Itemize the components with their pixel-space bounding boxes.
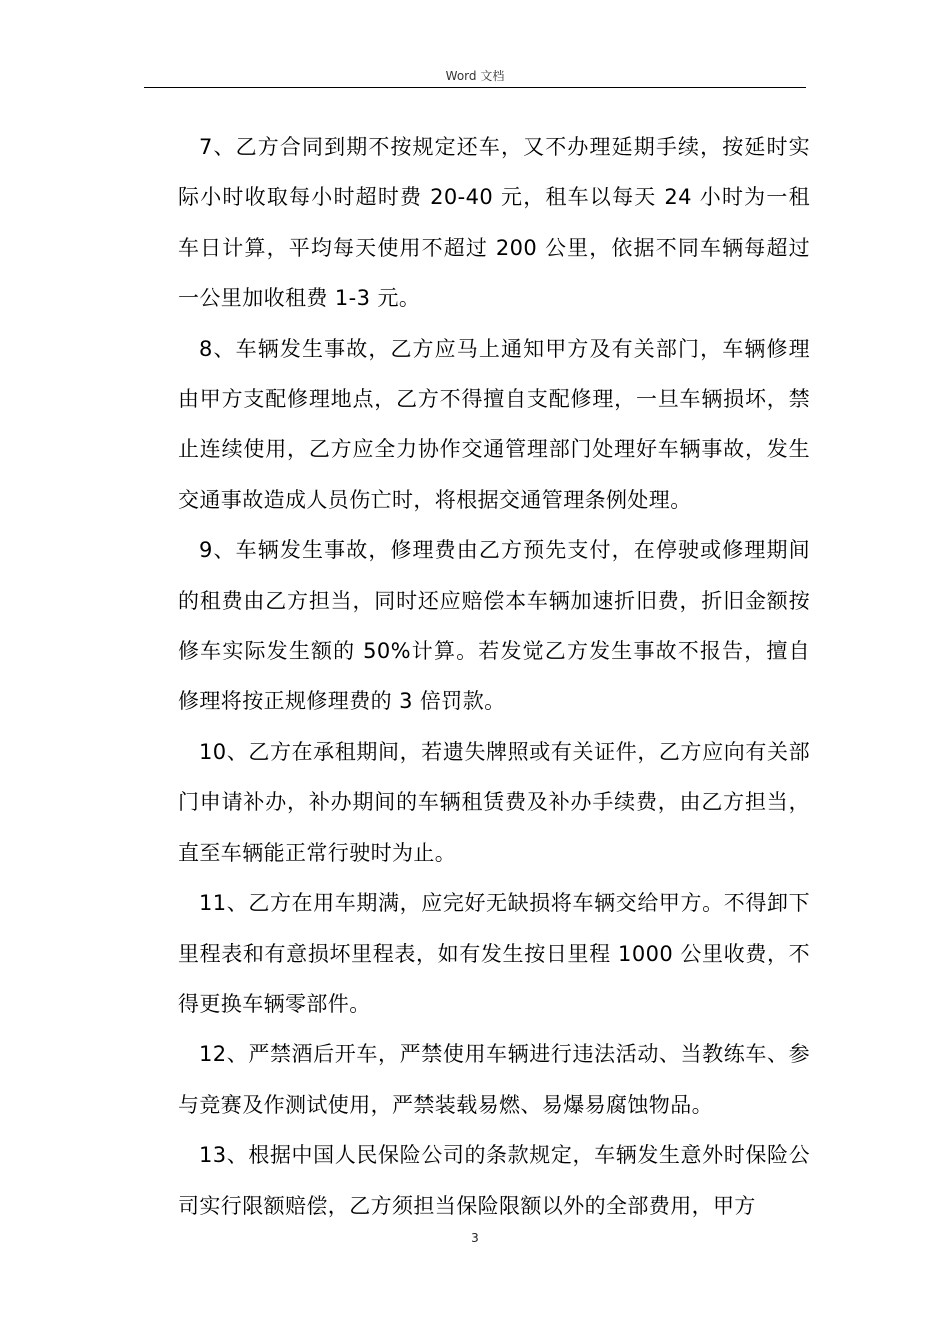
paragraph-clause-8: 8、车辆发生事故，乙方应马上通知甲方及有关部门，车辆修理由甲方支配修理地点，乙方不得擅自支配修理，一旦车辆损坏，禁止连续使用，乙方应全力协作交通管理部门处理好车辆事故，发生交通事故造成人员伤亡时，将根据交通管理条例处理。 bbox=[178, 336, 810, 512]
page-header-title: Word 文档 bbox=[445, 69, 505, 83]
page-number: 3 bbox=[471, 1231, 479, 1245]
paragraph-clause-7: 7、乙方合同到期不按规定还车，又不办理延期手续，按延时实际小时收取每小时超时费 20-40 元，租车以每天 24 小时为一租车日计算，平均每天使用不超过 200 公里，依据不同车辆每超过一公里加收租费 1-3 元。 bbox=[178, 135, 810, 311]
header-divider bbox=[144, 87, 806, 88]
paragraph-clause-13: 13、根据中国人民保险公司的条款规定，车辆发生意外时保险公司实行限额赔偿，乙方须担当保险限额以外的全部费用，甲方 bbox=[178, 1143, 810, 1218]
paragraph-clause-9: 9、车辆发生事故，修理费由乙方预先支付，在停驶或修理期间的租费由乙方担当，同时还应赔偿本车辆加速折旧费，折旧金额按修车实际发生额的 50%计算。若发觉乙方发生事故不报告，擅自修理将按正规修理费的 3 倍罚款。 bbox=[178, 538, 810, 714]
paragraph-clause-12: 12、严禁酒后开车，严禁使用车辆进行违法活动、当教练车、参与竞赛及作测试使用，严禁装载易燃、易爆易腐蚀物品。 bbox=[178, 1042, 810, 1117]
paragraph-clause-10: 10、乙方在承租期间，若遗失牌照或有关证件，乙方应向有关部门申请补办，补办期间的车辆租赁费及补办手续费，由乙方担当，直至车辆能正常行驶时为止。 bbox=[178, 739, 810, 865]
paragraph-clause-11: 11、乙方在用车期满，应完好无缺损将车辆交给甲方。不得卸下里程表和有意损坏里程表，如有发生按日里程 1000 公里收费，不得更换车辆零部件。 bbox=[178, 891, 810, 1016]
document-body bbox=[178, 122, 810, 1231]
